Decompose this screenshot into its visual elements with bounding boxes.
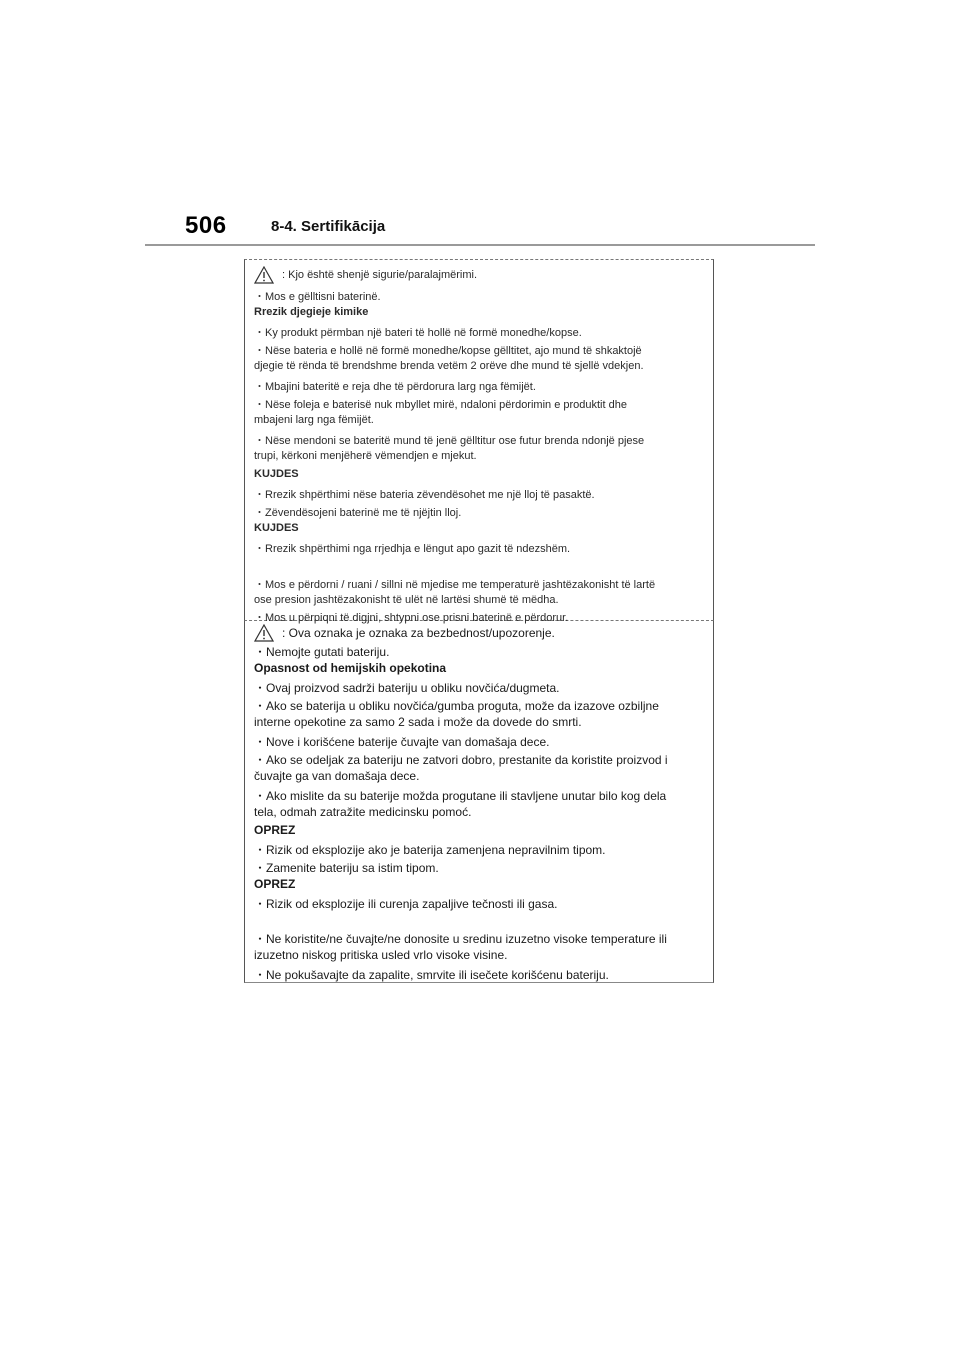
- text-line: ・Mos e gëlltisni baterinë.: [254, 291, 381, 303]
- caution-heading: KUJDES: [254, 468, 299, 480]
- header-rule: [145, 244, 815, 246]
- subheading: Opasnost od hemijskih opekotina: [254, 661, 447, 675]
- text-line: ・Ovaj proizvod sadrži bateriju u obliku novčića/dugmeta.: [254, 681, 560, 695]
- warning-triangle-icon: [254, 624, 274, 642]
- text-line: izuzetno niskog pritiska usled vrlo visoke visine.: [254, 948, 508, 962]
- text-line: ・Nove i korišćene baterije čuvajte van domašaja dece.: [254, 735, 550, 749]
- text-line: ・Nëse mendoni se bateritë mund të jenë gëlltitur ose futur brenda ndonjë pjese: [254, 435, 645, 447]
- page-header: [145, 212, 815, 248]
- caution-heading: OPREZ: [254, 823, 296, 837]
- text-line: čuvajte ga van domašaja dece.: [254, 769, 420, 783]
- subheading: Rrezik djegieje kimike: [254, 306, 369, 318]
- text-line: interne opekotine za samo 2 sada i može da dovede do smrti.: [254, 715, 582, 729]
- warning-box-serbian: [244, 621, 714, 983]
- text-line: ose presion jashtëzakonisht të ulët në lartësi shumë të mëdha.: [254, 594, 559, 606]
- text-line: ・Mos e përdorni / ruani / sillni në mjedise me temperaturë jashtëzakonisht të lartë: [254, 579, 656, 591]
- text-line: ・Ne koristite/ne čuvajte/ne donosite u sredinu izuzetno visoke temperature ili: [254, 932, 667, 946]
- warning-header: [254, 266, 477, 284]
- warning-header: [254, 624, 555, 642]
- text-line: ・Nëse foleja e baterisë nuk mbyllet mirë, ndaloni përdorimin e produktit dhe: [254, 399, 627, 411]
- warning-text: : Ova oznaka je oznaka za bezbednost/upozorenje.: [282, 626, 555, 640]
- text-line: ・Ako se odeljak za bateriju ne zatvori dobro, prestanite da koristite proizvod i: [254, 753, 668, 767]
- text-line: ・Rizik od eksplozije ili curenja zapaljive tečnosti ili gasa.: [254, 897, 558, 911]
- text-line: trupi, kërkoni menjëherë vëmendjen e mjekut.: [254, 450, 477, 462]
- text-line: ・Ky produkt përmban një bateri të hollë në formë monedhe/kopse.: [254, 327, 582, 339]
- warning-triangle-icon: [254, 266, 274, 284]
- caution-heading: OPREZ: [254, 877, 296, 891]
- text-line: ・Rrezik shpërthimi nëse bateria zëvendësohet me një lloj të pasaktë.: [254, 489, 595, 501]
- warning-box-albanian: [244, 259, 714, 624]
- text-line: ・Mbajini bateritë e reja dhe të përdorura larg nga fëmijët.: [254, 381, 536, 393]
- text-line: djegie të rënda të brendshme brenda vetëm 2 orëve dhe mund të sjellë vdekjen.: [254, 360, 644, 372]
- text-line: tela, odmah zatražite medicinsku pomoć.: [254, 805, 472, 819]
- section-title: 8-4. Sertifikācija: [271, 218, 386, 235]
- text-line: ・Nemojte gutati bateriju.: [254, 645, 390, 659]
- text-line: mbajeni larg nga fëmijët.: [254, 414, 374, 426]
- text-line: ・Ako se baterija u obliku novčića/gumba proguta, može da izazove ozbiljne: [254, 699, 659, 713]
- text-line: ・Ne pokušavajte da zapalite, smrvite ili isečete korišćenu bateriju.: [254, 968, 609, 982]
- text-line: ・Ako mislite da su baterije možda progutane ili stavljene unutar bilo kog dela: [254, 789, 667, 803]
- text-line: ・Mos u përpiqni të digjni, shtypni ose prisni baterinë e përdorur.: [254, 612, 569, 624]
- text-line: ・Rizik od eksplozije ako je baterija zamenjena nepravilnim tipom.: [254, 843, 606, 857]
- text-line: ・Zëvendësojeni baterinë me të njëjtin lloj.: [254, 507, 462, 519]
- page-number: 506: [185, 212, 227, 239]
- text-line: ・Rrezik shpërthimi nga rrjedhja e lëngut apo gazit të ndezshëm.: [254, 543, 571, 555]
- warning-text: : Kjo është shenjë sigurie/paralajmërimi.: [282, 269, 478, 281]
- text-line: ・Nëse bateria e hollë në formë monedhe/kopse gëlltitet, ajo mund të shkaktojë: [254, 345, 642, 357]
- caution-heading: KUJDES: [254, 522, 299, 534]
- text-line: ・Zamenite bateriju sa istim tipom.: [254, 861, 439, 875]
